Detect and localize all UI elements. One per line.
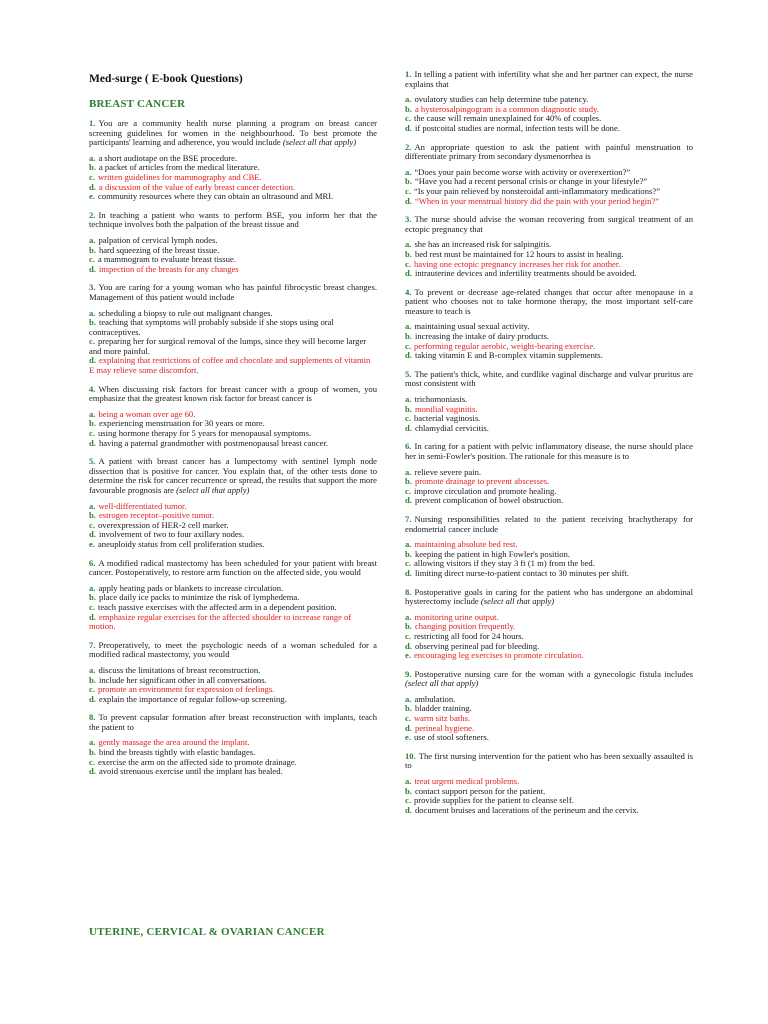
- answer-option: [405, 569, 693, 579]
- option-letter: d.: [89, 611, 96, 622]
- option-text: intrauterine devices and infertility treatments should be avoided.: [414, 268, 637, 279]
- question-text: To prevent or decrease age-related changes that occur after menopause in a patient who chooses not to take hormone therapy, the most important self-care measure to teach is: [405, 286, 693, 316]
- option-letter: d.: [89, 766, 96, 777]
- option-text: the cause will remain unexplained for 40% of couples.: [413, 113, 602, 124]
- option-text: explaining that restrictions of coffee and chocolate and supplements of vitamin E may relieve some discomfort.: [89, 355, 371, 376]
- option-letter: c.: [89, 171, 95, 182]
- option-text: using hormone therapy for 5 years for menopausal symptoms.: [97, 428, 312, 439]
- option-letter: d.: [405, 495, 412, 506]
- option-letter: a.: [89, 664, 96, 675]
- answer-option-correct: [405, 197, 693, 207]
- option-letter: d.: [89, 355, 96, 366]
- option-text: “When in your menstrual history did the pain with your period begin?”: [414, 195, 660, 206]
- answer-option: [89, 439, 377, 449]
- question-item: [89, 713, 377, 777]
- answer-option: [405, 124, 693, 134]
- question-note: (select all that apply): [282, 137, 357, 148]
- option-text: use of stool softeners.: [413, 732, 489, 743]
- question-item: [405, 670, 693, 743]
- option-text: bladder training.: [414, 703, 472, 714]
- question-item: [89, 119, 377, 202]
- option-letter: c.: [89, 756, 95, 767]
- option-letter: d.: [405, 640, 412, 651]
- option-letter: e.: [405, 732, 411, 743]
- option-text: taking vitamin E and B-complex vitamin supplements.: [414, 350, 603, 361]
- question-note: (select all that apply): [480, 596, 555, 607]
- question-item: [405, 588, 693, 661]
- option-text: she has an increased risk for salpingitis.: [414, 239, 552, 250]
- question-number: 6.: [405, 441, 412, 452]
- answer-option: [405, 269, 693, 279]
- option-text: “Is your pain relieved by nonsteroidal anti-inflammatory medications?”: [413, 185, 661, 196]
- option-text: emphasize regular exercises for the affected shoulder to increase range of motion.: [89, 611, 352, 632]
- question-text: The nurse should advise the woman recovering from surgical treatment of an ectopic pregnancy that: [405, 214, 693, 234]
- option-letter: d.: [405, 722, 412, 733]
- question-item: [405, 752, 693, 816]
- option-text: observing perineal pad for bleeding.: [414, 640, 540, 651]
- answer-option: [89, 540, 377, 550]
- option-letter: d.: [89, 693, 96, 704]
- option-text: aneuploidy status from cell proliferation studies.: [97, 538, 265, 549]
- option-letter: c.: [89, 428, 95, 439]
- option-text: having one ectopic pregnancy increases her risk for another.: [413, 258, 621, 269]
- option-text: ambulation.: [414, 693, 456, 704]
- answer-option-correct: [89, 613, 377, 632]
- answer-option-correct: [89, 265, 377, 275]
- option-text: improve circulation and promote healing.: [413, 485, 557, 496]
- option-text: “Have you had a recent personal crisis or change in your lifestyle?”: [414, 176, 648, 187]
- question-number: 2.: [405, 141, 412, 152]
- answer-option: [405, 424, 693, 434]
- question-stem: [405, 215, 693, 234]
- option-letter: b.: [405, 476, 412, 487]
- option-letter: a.: [89, 234, 96, 245]
- option-text: allowing visitors if they stay 3 ft (1 m) from the bed.: [413, 558, 595, 569]
- answer-option: [89, 318, 377, 337]
- option-letter: e.: [89, 191, 95, 202]
- answer-option: [405, 733, 693, 743]
- option-letter: a.: [405, 321, 412, 332]
- option-letter: c.: [405, 340, 411, 351]
- question-item: [405, 143, 693, 207]
- option-letter: b.: [89, 674, 96, 685]
- question-text: You are a community health nurse planning a program on breast cancer screening guidelines for women in the neighbourhood. To best promote the participants' learning and adherence, you would include: [89, 118, 377, 148]
- option-letter: d.: [405, 268, 412, 279]
- answer-option: [405, 496, 693, 506]
- left-column: [89, 70, 377, 786]
- option-letter: d.: [405, 195, 412, 206]
- option-text: encouraging leg exercises to promote circulation.: [413, 650, 584, 661]
- question-number: 7.: [405, 513, 412, 524]
- option-text: teach passive exercises with the affected arm in a dependent position.: [97, 601, 337, 612]
- answer-option: [89, 767, 377, 777]
- option-text: discuss the limitations of breast reconstruction.: [98, 664, 261, 675]
- option-letter: b.: [405, 703, 412, 714]
- option-letter: b.: [405, 103, 412, 114]
- option-text: if postcoital studies are normal, infection tests will be done.: [414, 122, 620, 133]
- question-number: 8.: [405, 586, 412, 597]
- question-item: [89, 641, 377, 705]
- question-number: 5.: [89, 456, 96, 467]
- option-letter: c.: [405, 113, 411, 124]
- option-letter: c.: [89, 601, 95, 612]
- option-letter: b.: [405, 176, 412, 187]
- option-text: a packet of articles from the medical literature.: [98, 162, 260, 173]
- option-text: maintaining absolute bed rest.: [414, 539, 518, 550]
- answer-option-correct: [405, 651, 693, 661]
- question-text: The first nursing intervention for the patient who has been sexually assaulted is to: [405, 750, 693, 771]
- option-letter: d.: [89, 181, 96, 192]
- answer-option: [89, 192, 377, 202]
- option-text: estrogen receptor–positive tumor.: [98, 510, 215, 521]
- option-text: treat urgent medical problems.: [414, 776, 520, 787]
- question-stem: [405, 588, 693, 607]
- option-text: promote drainage to prevent abscesses.: [414, 476, 550, 487]
- option-letter: b.: [89, 244, 96, 255]
- question-text: A modified radical mastectomy has been scheduled for your patient with breast cancer. Postoperatively, to restore arm function on the affected side, you would: [89, 557, 377, 578]
- option-letter: e.: [89, 538, 95, 549]
- option-text: trichomoniasis.: [414, 394, 468, 405]
- option-letter: d.: [405, 122, 412, 133]
- option-text: overexpression of HER-2 cell marker.: [97, 519, 229, 530]
- question-number: 1.: [405, 69, 412, 79]
- option-letter: b.: [405, 548, 412, 559]
- option-letter: c.: [89, 254, 95, 265]
- question-number: 2.: [89, 209, 96, 220]
- option-letter: a.: [405, 539, 412, 550]
- option-letter: a.: [405, 693, 412, 704]
- question-stem: [405, 752, 693, 771]
- question-number: 6.: [89, 557, 96, 568]
- option-letter: a.: [89, 737, 96, 748]
- option-letter: b.: [89, 418, 96, 429]
- option-letter: a.: [405, 239, 412, 250]
- question-item: [89, 457, 377, 549]
- option-text: maintaining usual sexual activity.: [414, 321, 530, 332]
- left-question-list: [89, 119, 377, 777]
- option-text: warm sitz baths.: [413, 713, 471, 724]
- question-stem: [89, 713, 377, 732]
- question-item: [89, 211, 377, 275]
- option-text: increasing the intake of dairy products.: [414, 331, 550, 342]
- question-note: (select all that apply): [176, 485, 250, 495]
- option-text: a discussion of the value of early breast cancer detection.: [98, 181, 296, 192]
- option-text: community resources where they can obtain an ultrasound and MRI.: [97, 191, 334, 202]
- question-number: 5.: [405, 368, 412, 379]
- question-stem: [89, 385, 377, 404]
- question-stem: [405, 143, 693, 162]
- question-stem: [89, 457, 377, 495]
- question-stem: [89, 559, 377, 578]
- option-letter: b.: [89, 162, 96, 173]
- option-text: a hysterosalpingogram is a common diagnostic study.: [414, 103, 599, 114]
- question-number: 3.: [405, 214, 412, 225]
- option-text: contact support person for the patient.: [414, 785, 546, 796]
- option-letter: a.: [89, 152, 96, 163]
- option-text: include her significant other in all conversations.: [98, 674, 267, 685]
- option-letter: c.: [405, 258, 411, 269]
- option-letter: d.: [89, 437, 96, 448]
- section-heading-uterine-cancer: UTERINE, CERVICAL & OVARIAN CANCER: [89, 926, 325, 938]
- question-number: 3.: [89, 282, 96, 293]
- option-text: inspection of the breasts for any changes: [98, 263, 239, 274]
- option-text: preparing her for surgical removal of the lumps, since they will become larger and more painful.: [89, 336, 367, 356]
- question-note: (select all that apply): [405, 678, 479, 689]
- option-text: well-differentiated tumor.: [98, 500, 187, 511]
- question-stem: [405, 70, 693, 89]
- question-stem: [405, 670, 693, 689]
- document-title: Med-surge ( E-book Questions): [89, 73, 243, 85]
- option-letter: c.: [89, 519, 95, 530]
- option-letter: b.: [405, 331, 412, 342]
- question-text: Postoperative nursing care for the woman with a gynecologic fistula includes: [414, 668, 693, 679]
- option-text: a short audiotape on the BSE procedure.: [98, 152, 238, 163]
- option-text: involvement of two to four axillary nodes.: [98, 529, 245, 540]
- option-text: restricting all food for 24 hours.: [413, 630, 524, 641]
- option-text: hard squeezing of the breast tissue.: [98, 244, 220, 255]
- option-text: changing position frequently.: [414, 621, 516, 632]
- question-number: 7.: [89, 639, 96, 650]
- question-item: [89, 283, 377, 375]
- option-letter: d.: [89, 263, 96, 274]
- option-text: monitoring urine output.: [414, 611, 499, 622]
- option-letter: b.: [89, 747, 96, 758]
- option-text: performing regular aerobic, weight-bearing exercise.: [413, 340, 596, 351]
- option-letter: a.: [405, 94, 412, 105]
- question-stem: [89, 641, 377, 660]
- option-letter: c.: [89, 336, 95, 347]
- option-text: provide supplies for the patient to cleanse self.: [413, 795, 574, 806]
- question-text: In telling a patient with infertility what she and her partner can expect, the nurse explains that: [405, 69, 693, 89]
- option-letter: d.: [405, 804, 412, 815]
- question-item: [405, 515, 693, 579]
- answer-option: [89, 337, 377, 356]
- question-text: You are caring for a young woman who has painful fibrocystic breast changes. Management of this patient would include: [89, 282, 377, 302]
- option-text: bind the breasts tightly with elastic bandages.: [98, 747, 256, 758]
- option-letter: d.: [405, 422, 412, 433]
- option-letter: a.: [405, 466, 412, 477]
- option-letter: c.: [405, 485, 411, 496]
- option-text: avoid strenuous exercise until the implant has healed.: [98, 766, 283, 777]
- option-text: teaching that symptoms will probably subside if she stops using oral contraceptives.: [89, 317, 334, 337]
- question-text: To prevent capsular formation after breast reconstruction with implants, teach the patient to: [89, 712, 377, 732]
- answer-option-correct: [89, 356, 377, 375]
- option-text: being a woman over age 60.: [98, 408, 196, 419]
- section-heading-breast-cancer: BREAST CANCER: [89, 98, 186, 110]
- option-letter: b.: [405, 785, 412, 796]
- option-text: place daily ice packs to minimize the risk of lymphedema.: [98, 592, 300, 603]
- option-text: having a paternal grandmother with postmenopausal breast cancer.: [98, 437, 329, 448]
- question-number: 1.: [89, 118, 96, 128]
- option-letter: a.: [89, 500, 96, 511]
- question-stem: [405, 515, 693, 534]
- option-letter: a.: [89, 582, 96, 593]
- question-number: 8.: [89, 712, 96, 723]
- option-letter: a.: [405, 611, 412, 622]
- option-text: monilial vaginitis.: [414, 403, 478, 414]
- question-text: An appropriate question to ask the patient with painful menstruation to differentiate primary from secondary dysmenorrhea is: [405, 141, 693, 162]
- option-text: ovulatory studies can help determine tube patency.: [414, 94, 589, 105]
- option-letter: a.: [405, 776, 412, 787]
- question-number: 4.: [89, 383, 96, 394]
- answer-option: [405, 806, 693, 816]
- answer-option: [405, 351, 693, 361]
- question-stem: [405, 370, 693, 389]
- question-item: [405, 70, 693, 134]
- option-text: scheduling a biopsy to rule out malignant changes.: [98, 307, 273, 318]
- question-text: Postoperative goals in caring for the patient who has undergone an abdominal hysterectomy include: [405, 586, 693, 607]
- question-text: Preoperatively, to meet the psychologic needs of a woman scheduled for a modified radical mastectomy, you would: [89, 639, 377, 660]
- option-letter: b.: [405, 621, 412, 632]
- question-stem: [405, 288, 693, 317]
- option-text: written guidelines for mammography and CBE.: [97, 171, 262, 182]
- option-text: palpation of cervical lymph nodes.: [98, 234, 218, 245]
- question-number: 4.: [405, 286, 412, 297]
- option-letter: d.: [89, 529, 96, 540]
- question-item: [405, 370, 693, 434]
- option-text: relieve severe pain.: [414, 466, 482, 477]
- option-text: document bruises and lacerations of the perineum and the cervix.: [414, 804, 639, 815]
- question-text: In caring for a patient with pelvic inflammatory disease, the nurse should place her in semi-Fowler's position. The rationale for this measure is to: [405, 441, 693, 461]
- option-text: bed rest must be maintained for 12 hours to assist in healing.: [414, 248, 624, 259]
- option-text: bacterial vaginosis.: [413, 413, 481, 424]
- question-text: Nursing responsibilities related to the patient receiving brachytherapy for endometrial cancer include: [405, 513, 693, 534]
- question-stem: [405, 442, 693, 461]
- option-letter: c.: [405, 795, 411, 806]
- option-letter: d.: [405, 350, 412, 361]
- question-number: 10.: [405, 750, 416, 761]
- right-question-list: [405, 70, 693, 815]
- question-item: [89, 559, 377, 632]
- option-letter: b.: [89, 317, 96, 328]
- option-letter: c.: [405, 713, 411, 724]
- question-text: In teaching a patient who wants to perform BSE, you inform her that the technique involves both the palpation of the breast tissue and: [89, 209, 377, 230]
- option-text: perineal hygiene.: [414, 722, 475, 733]
- option-letter: a.: [405, 166, 412, 177]
- option-text: a mammogram to evaluate breast tissue.: [97, 254, 236, 265]
- option-letter: c.: [405, 630, 411, 641]
- option-letter: c.: [405, 558, 411, 569]
- question-number: 9.: [405, 668, 412, 679]
- option-letter: c.: [405, 413, 411, 424]
- option-text: gently massage the area around the implant.: [98, 737, 250, 748]
- question-stem: [89, 283, 377, 302]
- question-stem: [89, 211, 377, 230]
- option-letter: b.: [405, 248, 412, 259]
- option-letter: b.: [89, 592, 96, 603]
- option-letter: e.: [405, 650, 411, 661]
- question-stem: [89, 119, 377, 148]
- question-text: The patient's thick, white, and curdlike vaginal discharge and vulvar pruritus are most consistent with: [405, 368, 693, 389]
- option-text: “Does your pain become worse with activity or overexertion?”: [414, 166, 631, 177]
- option-letter: b.: [405, 403, 412, 414]
- option-letter: c.: [89, 684, 95, 695]
- option-letter: d.: [405, 567, 412, 578]
- question-text: When discussing risk factors for breast cancer with a group of women, you emphasize that the greatest known risk factor for breast cancer is: [89, 383, 377, 404]
- option-text: chlamydial cervicitis.: [414, 422, 489, 433]
- option-letter: a.: [89, 408, 96, 419]
- answer-option: [89, 695, 377, 705]
- option-text: prevent complication of bowel obstruction.: [414, 495, 564, 506]
- option-letter: a.: [89, 307, 96, 318]
- option-text: promote an environment for expression of feelings.: [97, 684, 275, 695]
- question-item: [89, 385, 377, 449]
- right-column: [405, 70, 693, 824]
- option-letter: a.: [405, 394, 412, 405]
- option-text: experiencing menstruation for 30 years or more.: [98, 418, 265, 429]
- option-text: exercise the arm on the affected side to promote drainage.: [97, 756, 297, 767]
- question-item: [405, 215, 693, 279]
- option-text: keeping the patient in high Fowler's position.: [414, 548, 570, 559]
- option-letter: c.: [405, 185, 411, 196]
- option-text: apply heating pads or blankets to increase circulation.: [98, 582, 284, 593]
- option-letter: b.: [89, 510, 96, 521]
- question-text: A patient with breast cancer has a lumpectomy with sentinel lymph node dissection that is positive for cancer. You explain that, of the other tests done to determine the risk for cancer recurrence or spread, the results that support the more favourable prognosis are: [89, 456, 377, 495]
- option-text: explain the importance of regular follow-up screening.: [98, 693, 287, 704]
- question-item: [405, 288, 693, 361]
- option-text: limiting direct nurse-to-patient contact to 30 minutes per shift.: [414, 567, 630, 578]
- question-item: [405, 442, 693, 506]
